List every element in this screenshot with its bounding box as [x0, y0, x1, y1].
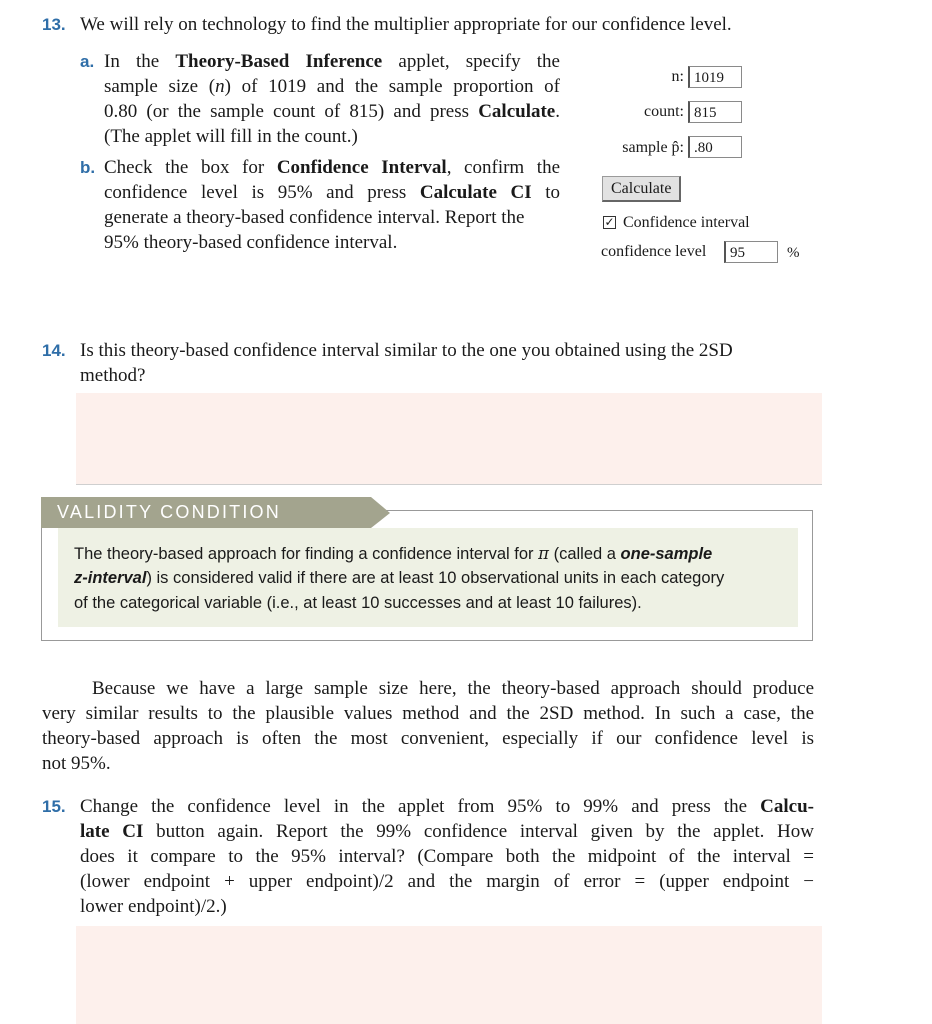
percent-sign: %: [787, 245, 800, 261]
question-13-number: 13.: [42, 15, 66, 34]
calculate-button[interactable]: Calculate: [602, 176, 681, 202]
part-a-line-1: In the Theory-Based Inference applet, specify the: [104, 51, 560, 72]
confidence-interval-checkbox[interactable]: ✓: [604, 215, 615, 229]
question-15-line-4: (lower endpoint + upper endpoint)/2 and the margin of error = (upper endpoint −: [80, 871, 814, 892]
validity-line-1: The theory-based approach for finding a confidence interval for π (called a one-sample: [74, 544, 713, 563]
question-14-line-2: method?: [80, 365, 146, 386]
paragraph-line-3: theory-based approach is often the most convenient, especially if our confidence level is: [42, 728, 814, 749]
question-14-line-1: Is this theory-based confidence interval similar to the one you obtained using the 2SD: [80, 340, 733, 361]
part-a-line-3: 0.80 (or the sample count of 815) and press Calculate.: [104, 101, 560, 122]
question-15-line-3: does it compare to the 95% interval? (Compare both the midpoint of the interval =: [80, 846, 814, 867]
n-input[interactable]: 1019: [688, 66, 742, 88]
validity-line-2: z-interval) is considered valid if there are at least 10 observational units in each category: [74, 569, 725, 587]
confidence-interval-label: Confidence interval: [623, 214, 750, 231]
confidence-level-input[interactable]: 95: [724, 241, 778, 263]
part-a-label: a.: [80, 52, 95, 71]
part-a-line-2: sample size (n) of 1019 and the sample proportion of: [104, 76, 561, 97]
part-b-line-2: confidence level is 95% and press Calculate CI to: [104, 182, 561, 203]
part-b-line-3: generate a theory-based confidence interval. Report the: [104, 207, 525, 228]
part-b-line-1: Check the box for Confidence Interval, confirm the: [104, 157, 561, 178]
confidence-level-label: confidence level: [601, 243, 707, 260]
question-13-intro: We will rely on technology to find the multiplier appropriate for our confidence level.: [80, 14, 732, 35]
question-15-line-2: late CI button again. Report the 99% confidence interval given by the applet. How: [80, 821, 814, 842]
answer-box-14[interactable]: [76, 393, 822, 484]
part-a-line-4: (The applet will fill in the count.): [104, 126, 358, 147]
answer-box-14-rule: [76, 484, 822, 485]
part-b-line-4: 95% theory-based confidence interval.: [104, 232, 398, 253]
sample-proportion-input[interactable]: .80: [688, 136, 742, 158]
sample-proportion-label: sample p̂:: [622, 139, 684, 156]
paragraph-line-4: not 95%.: [42, 753, 111, 774]
validity-heading: VALIDITY CONDITION: [57, 502, 281, 522]
question-15-number: 15.: [42, 797, 66, 816]
question-14-number: 14.: [42, 341, 66, 360]
answer-box-15[interactable]: [76, 926, 822, 1024]
count-input[interactable]: 815: [688, 101, 742, 123]
question-15-line-5: lower endpoint)/2.): [80, 896, 227, 917]
validity-line-3: of the categorical variable (i.e., at least 10 successes and at least 10 failures).: [74, 594, 642, 612]
question-15-line-1: Change the confidence level in the applet from 95% to 99% and press the Calcu-: [80, 796, 814, 817]
n-label: n:: [671, 68, 684, 85]
paragraph-line-2: very similar results to the plausible values method and the 2SD method. In such a case, the: [42, 703, 814, 724]
count-label: count:: [644, 103, 684, 120]
paragraph-line-1: Because we have a large sample size here, the theory-based approach should produce: [92, 678, 814, 699]
part-b-label: b.: [80, 158, 96, 177]
